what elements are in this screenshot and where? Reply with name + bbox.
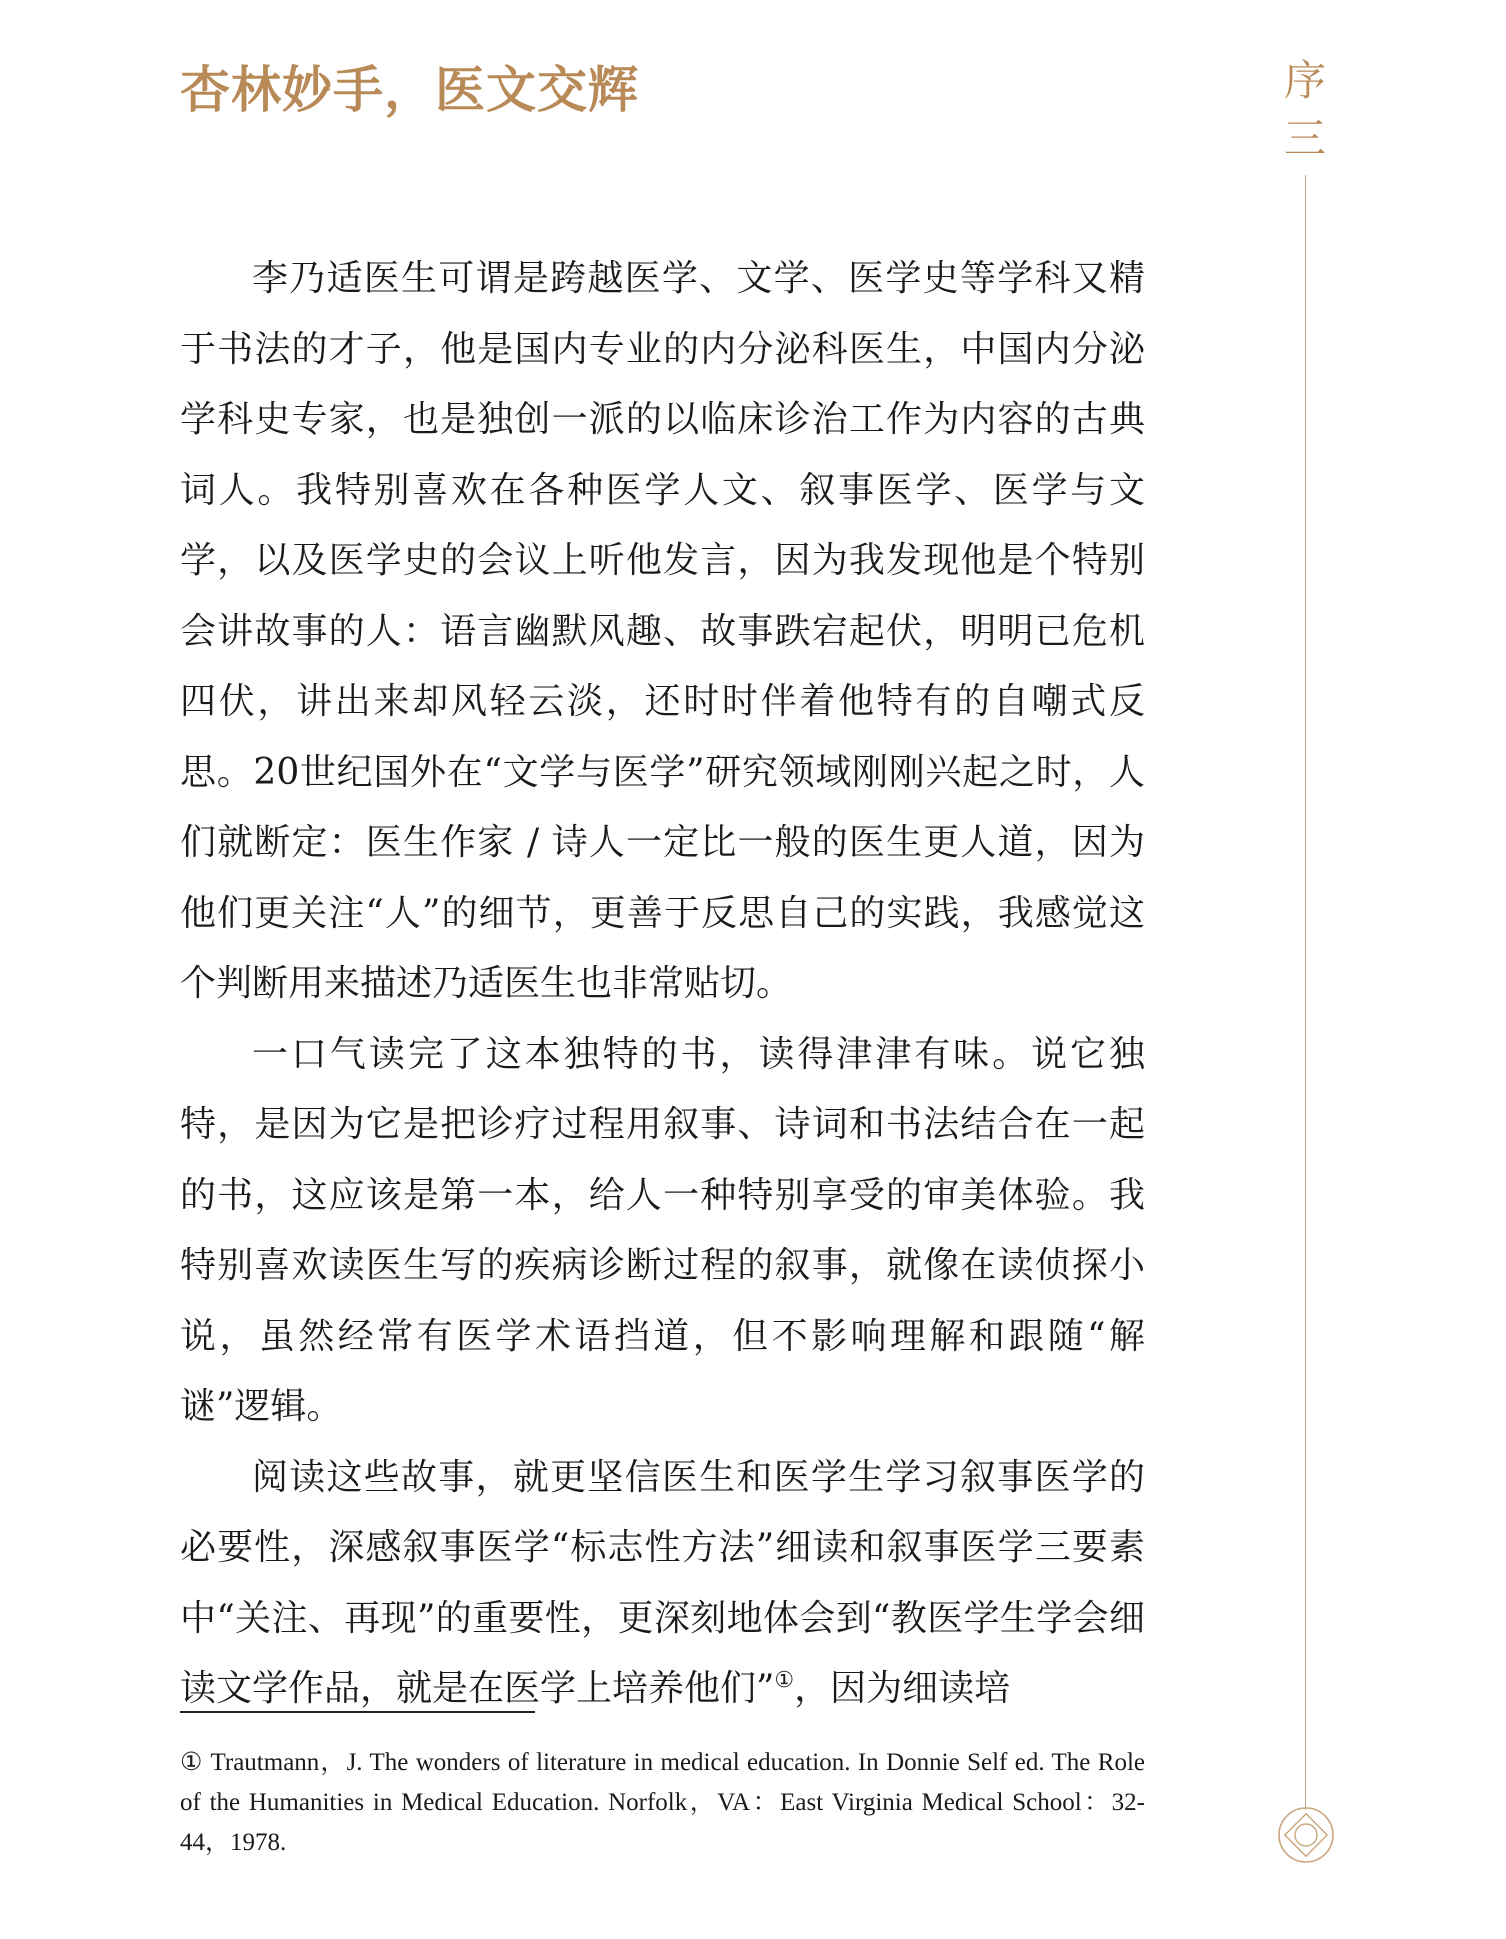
- paragraph-3: [180, 1443, 1145, 1725]
- paragraph-1: 李乃适医生可谓是跨越医学、文学、医学史等学科又精于书法的才子，他是国内专业的内分泌科医生，中国内分泌学科史专家，也是独创一派的以临床诊治工作为内容的古典词人。我特别喜欢在各种医学人文、叙事医学、医学与文学，以及医学史的会议上听他发言，因为我发现他是个特别会讲故事的人：语言幽默风趣、故事跌宕起伏，明明已危机四伏，讲出来却风轻云淡，还时时伴着他特有的自嘲式反思。20世纪国外在“文学与医学”研究领域刚刚兴起之时，人们就断定：医生作家 / 诗人一定比一般的医生更人道，因为他们更关注“人”的细节，更善于反思自己的实践，我感觉这个判断用来描述乃适医生也非常贴切。: [180, 258, 1145, 1004]
- page-title: 杏林妙手，医文交辉: [180, 60, 639, 119]
- main-text: [180, 244, 1145, 1725]
- section-label-char-1: 序: [1283, 56, 1326, 105]
- paragraph-3-tail: ，因为细读培: [794, 1668, 1011, 1709]
- footnote-divider: [180, 1711, 535, 1713]
- paragraph-3-main: 阅读这些故事，就更坚信医生和医学生学习叙事医学的必要性，深感叙事医学“标志性方法”细读和叙事医学三要素中“关注、再现”的重要性，更深刻地体会到“教医学生学会细读文学作品，就是在医学上培养他们”: [180, 1456, 1145, 1709]
- paragraph-2: 一口气读完了这本独特的书，读得津津有味。说它独特，是因为它是把诊疗过程用叙事、诗词和书法结合在一起的书，这应该是第一本，给人一种特别享受的审美体验。我特别喜欢读医生写的疾病诊断过程的叙事，就像在读侦探小说，虽然经常有医学术语挡道，但不影响理解和跟随“解谜”逻辑。: [180, 1033, 1145, 1427]
- footnote-text: ① Trautmann，J. The wonders of literature in medical education. In Donnie Self ed. The Role of the Humanities in Medical Education. Norfolk，VA：East Virginia Medical School：32-44，1978.: [180, 1749, 1145, 1856]
- section-label: [1275, 52, 1335, 168]
- section-label-char-2: 三: [1283, 114, 1326, 163]
- circle-diamond-emblem-icon: [1276, 1805, 1336, 1865]
- footnote-reference[interactable]: ①: [774, 1668, 795, 1693]
- side-divider-line: [1305, 175, 1306, 1810]
